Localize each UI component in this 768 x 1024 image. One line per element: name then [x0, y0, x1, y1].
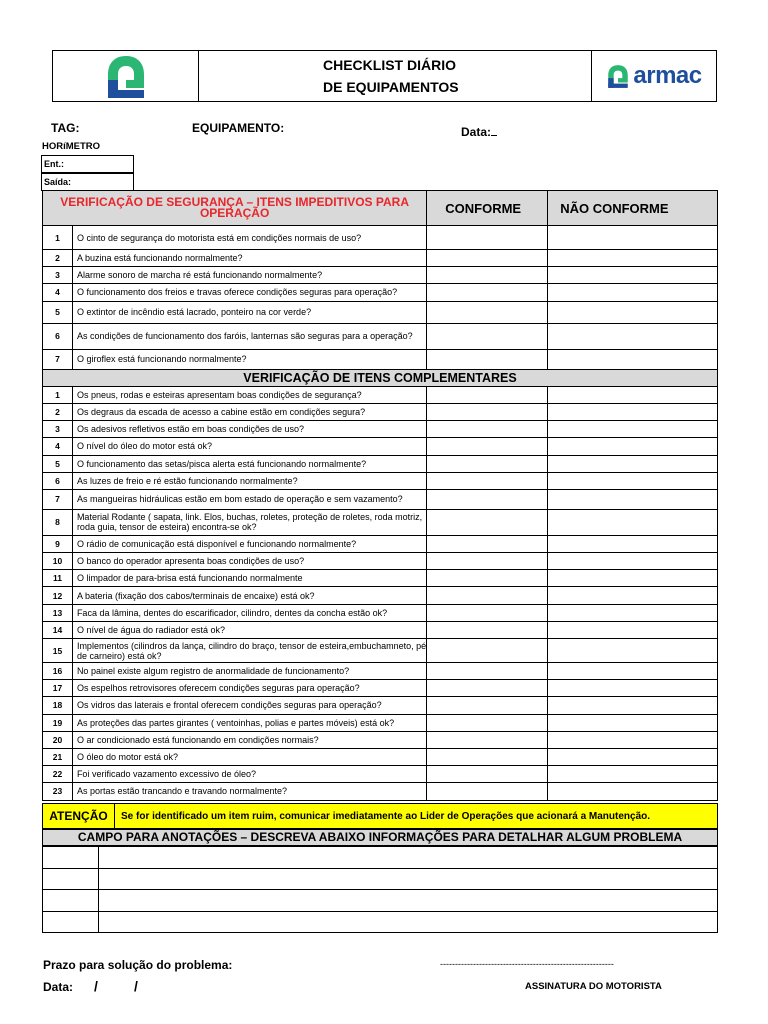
nao-conforme-cell[interactable] [548, 697, 718, 714]
nao-conforme-cell[interactable] [548, 509, 718, 535]
table-row [43, 663, 718, 680]
nao-conforme-cell[interactable] [548, 663, 718, 680]
table-row [43, 403, 718, 420]
item-number: 9 [43, 535, 73, 552]
nao-conforme-cell[interactable] [548, 639, 718, 663]
conforme-cell[interactable] [427, 250, 548, 267]
logo-left [53, 51, 199, 101]
nao-conforme-cell[interactable] [548, 535, 718, 552]
table-row [43, 455, 718, 472]
table-row [43, 553, 718, 570]
item-text: O nível do óleo do motor está ok? [72, 438, 426, 455]
notes-row [43, 868, 718, 890]
item-number: 2 [43, 403, 73, 420]
nao-conforme-cell[interactable] [548, 323, 718, 349]
item-number: 4 [43, 438, 73, 455]
conforme-cell[interactable] [427, 438, 548, 455]
item-number: 15 [43, 639, 73, 663]
nao-conforme-cell[interactable] [548, 553, 718, 570]
entrada-field[interactable]: Ent.: [41, 155, 134, 173]
signature-line: ---------------------------------------------------------- [440, 959, 614, 969]
item-text: O limpador de para-brisa está funcionando normalmente [72, 570, 426, 587]
equipamento-label: EQUIPAMENTO: [192, 121, 285, 135]
nao-conforme-cell[interactable] [548, 680, 718, 697]
notes-row [43, 847, 718, 869]
item-text: O ar condicionado está funcionando em condições normais? [72, 731, 426, 748]
nao-conforme-cell[interactable] [548, 438, 718, 455]
item-text: Implementos (cilindros da lança, cilindro do braço, tensor de esteira,embuchamneto, pé de carneiro) está ok? [72, 639, 426, 663]
item-text: O funcionamento dos freios e travas oferece condições seguras para operação? [72, 284, 426, 301]
item-number: 22 [43, 766, 73, 783]
conforme-cell[interactable] [427, 604, 548, 621]
item-text: A buzina está funcionando normalmente? [72, 250, 426, 267]
item-text: Material Rodante ( sapata, link. Elos, buchas, roletes, proteção de roletes, roda motriz, roda guia, tensor de esteira) encontra-se ok? [72, 509, 426, 535]
conforme-cell[interactable] [427, 284, 548, 301]
table-row [43, 766, 718, 783]
nao-conforme-cell[interactable] [548, 267, 718, 284]
nao-conforme-cell[interactable] [548, 226, 718, 250]
table-row [43, 604, 718, 621]
item-number: 7 [43, 489, 73, 509]
item-text: Os vidros das laterais e frontal oferecem condições seguras para operação? [72, 697, 426, 714]
nao-conforme-cell[interactable] [548, 472, 718, 489]
item-number: 20 [43, 731, 73, 748]
attention-bar [42, 803, 718, 829]
complementary-header-row [43, 369, 718, 386]
item-text: As mangueiras hidráulicas estão em bom estado de operação e sem vazamento? [72, 489, 426, 509]
table-row [43, 323, 718, 349]
item-number: 6 [43, 323, 73, 349]
conforme-cell[interactable] [427, 714, 548, 731]
title-line-2: DE EQUIPAMENTOS [323, 79, 459, 95]
conforme-cell[interactable] [427, 455, 548, 472]
notes-cell[interactable] [43, 847, 99, 869]
table-row [43, 226, 718, 250]
conforme-cell[interactable] [427, 349, 548, 369]
conforme-cell[interactable] [427, 766, 548, 783]
item-number: 7 [43, 349, 73, 369]
conforme-cell[interactable] [427, 489, 548, 509]
nao-conforme-cell[interactable] [548, 349, 718, 369]
conforme-cell[interactable] [427, 472, 548, 489]
item-text: As condições de funcionamento dos faróis, lanternas são seguras para a operação? [72, 323, 426, 349]
nao-conforme-cell[interactable] [548, 587, 718, 604]
brand-name: armac [633, 62, 702, 89]
conforme-cell[interactable] [427, 748, 548, 765]
item-number: 18 [43, 697, 73, 714]
item-number: 3 [43, 421, 73, 438]
conforme-cell[interactable] [427, 403, 548, 420]
notes-cell[interactable] [43, 911, 99, 933]
table-row [43, 621, 718, 638]
conforme-cell[interactable] [427, 731, 548, 748]
conforme-cell[interactable] [427, 680, 548, 697]
item-number: 16 [43, 663, 73, 680]
complementary-title: VERIFICAÇÃO DE ITENS COMPLEMENTARES [43, 369, 718, 386]
table-row [43, 535, 718, 552]
item-text: Alarme sonoro de marcha ré está funcionando normalmente? [72, 267, 426, 284]
nao-conforme-cell[interactable] [548, 714, 718, 731]
item-text: O nível de água do radiador está ok? [72, 621, 426, 638]
item-text: O extintor de incêndio está lacrado, ponteiro na cor verde? [72, 301, 426, 323]
item-text: As proteções das partes girantes ( ventoinhas, polias e partes móveis) está ok? [72, 714, 426, 731]
table-row [43, 587, 718, 604]
conforme-cell[interactable] [427, 697, 548, 714]
horimetro-label: HORíMETRO [42, 141, 101, 152]
conforme-cell[interactable] [427, 226, 548, 250]
nao-conforme-cell[interactable] [548, 421, 718, 438]
conforme-cell[interactable] [427, 421, 548, 438]
conforme-cell[interactable] [427, 535, 548, 552]
attention-text: Se for identificado um item ruim, comunicar imediatamente ao Lider de Operações que acionará a Manutenção. [121, 810, 651, 822]
item-number: 14 [43, 621, 73, 638]
item-number: 2 [43, 250, 73, 267]
item-text: As portas estão trancando e travando normalmente? [72, 783, 426, 800]
notes-cell[interactable] [43, 868, 99, 890]
logo-right [592, 51, 716, 101]
table-row [43, 438, 718, 455]
item-text: Os pneus, rodas e esteiras apresentam boas condições de segurança? [72, 386, 426, 403]
table-row [43, 714, 718, 731]
item-number: 13 [43, 604, 73, 621]
notes-row [43, 911, 718, 933]
table-row [43, 386, 718, 403]
conforme-cell[interactable] [427, 587, 548, 604]
tag-label: TAG: [51, 121, 80, 135]
table-row [43, 267, 718, 284]
conforme-cell[interactable] [427, 663, 548, 680]
item-number: 5 [43, 455, 73, 472]
signature-label: ASSINATURA DO MOTORISTA [525, 981, 662, 992]
item-text: O óleo do motor está ok? [72, 748, 426, 765]
item-text: As luzes de freio e ré estão funcionando normalmente? [72, 472, 426, 489]
attention-label: ATENÇÃO [43, 804, 115, 828]
item-number: 8 [43, 509, 73, 535]
safety-title: VERIFICAÇÃO DE SEGURANÇA – ITENS IMPEDITIVOS PARA OPERAÇÃO [43, 191, 427, 226]
nao-conforme-cell[interactable] [548, 455, 718, 472]
table-row [43, 489, 718, 509]
conforme-cell[interactable] [427, 509, 548, 535]
conforme-cell[interactable] [427, 783, 548, 800]
nao-conforme-cell[interactable] [548, 570, 718, 587]
saida-field[interactable]: Saída: [41, 173, 134, 191]
nao-conforme-cell[interactable] [548, 766, 718, 783]
conforme-cell[interactable] [427, 639, 548, 663]
item-text: O cinto de segurança do motorista está em condições normais de uso? [72, 226, 426, 250]
item-number: 10 [43, 553, 73, 570]
item-text: Os adesivos refletivos estão em boas condições de uso? [72, 421, 426, 438]
item-text: Foi verificado vazamento excessivo de óleo? [72, 766, 426, 783]
conforme-cell[interactable] [427, 267, 548, 284]
table-row [43, 570, 718, 587]
nao-conforme-cell[interactable] [548, 604, 718, 621]
date-slash-1: / [94, 978, 98, 994]
item-number: 6 [43, 472, 73, 489]
item-number: 17 [43, 680, 73, 697]
item-number: 19 [43, 714, 73, 731]
table-row [43, 731, 718, 748]
table-row [43, 680, 718, 697]
table-row [43, 509, 718, 535]
item-number: 21 [43, 748, 73, 765]
notes-row [43, 890, 718, 912]
notes-cell[interactable] [99, 890, 718, 912]
table-row [43, 349, 718, 369]
table-row [43, 301, 718, 323]
nao-conforme-cell[interactable] [548, 748, 718, 765]
nao-conforme-cell[interactable] [548, 301, 718, 323]
conforme-cell[interactable] [427, 386, 548, 403]
data-footer-label: Data: [43, 980, 74, 994]
item-number: 12 [43, 587, 73, 604]
item-number: 4 [43, 284, 73, 301]
table-row [43, 284, 718, 301]
item-number: 1 [43, 386, 73, 403]
table-row [43, 697, 718, 714]
armac-small-icon [606, 63, 630, 89]
nao-conforme-cell[interactable] [548, 783, 718, 800]
notes-cell[interactable] [99, 911, 718, 933]
item-text: Os degraus da escada de acesso a cabine estão em condições segura? [72, 403, 426, 420]
item-text: No painel existe algum registro de anormalidade de funcionamento? [72, 663, 426, 680]
nao-conforme-cell[interactable] [548, 403, 718, 420]
nao-conforme-cell[interactable] [548, 284, 718, 301]
table-row [43, 421, 718, 438]
conforme-cell[interactable] [427, 570, 548, 587]
nao-conforme-cell[interactable] [548, 386, 718, 403]
conforme-cell[interactable] [427, 301, 548, 323]
title-line-1: CHECKLIST DIÁRIO [323, 57, 456, 73]
table-row [43, 748, 718, 765]
table-row [43, 639, 718, 663]
nao-conforme-cell[interactable] [548, 489, 718, 509]
notes-table [42, 846, 718, 933]
armac-logo-icon [104, 52, 148, 100]
document-title [199, 51, 592, 101]
safety-checklist-table [42, 190, 718, 801]
conforme-header: CONFORME [427, 191, 548, 226]
notes-cell[interactable] [99, 868, 718, 890]
notes-title: CAMPO PARA ANOTAÇÕES – DESCREVA ABAIXO INFORMAÇÕES PARA DETALHAR ALGUM PROBLEMA [42, 829, 718, 846]
item-text: O funcionamento das setas/pisca alerta está funcionando normalmente? [72, 455, 426, 472]
table-row [43, 250, 718, 267]
data-label: Data: [461, 125, 497, 139]
nao-conforme-cell[interactable] [548, 621, 718, 638]
item-text: Os espelhos retrovisores oferecem condições seguras para operação? [72, 680, 426, 697]
prazo-label: Prazo para solução do problema: [43, 958, 233, 972]
date-slash-2: / [134, 978, 138, 994]
nao-conforme-cell[interactable] [548, 731, 718, 748]
nao-conforme-cell[interactable] [548, 250, 718, 267]
item-number: 5 [43, 301, 73, 323]
item-number: 23 [43, 783, 73, 800]
header-box [52, 50, 717, 102]
safety-header-row [43, 191, 718, 226]
conforme-cell[interactable] [427, 621, 548, 638]
item-number: 11 [43, 570, 73, 587]
notes-cell[interactable] [43, 890, 99, 912]
conforme-cell[interactable] [427, 553, 548, 570]
notes-cell[interactable] [99, 847, 718, 869]
item-number: 1 [43, 226, 73, 250]
item-number: 3 [43, 267, 73, 284]
table-row [43, 472, 718, 489]
item-text: O rádio de comunicação está disponível e funcionando normalmente? [72, 535, 426, 552]
table-row [43, 783, 718, 800]
item-text: Faca da lâmina, dentes do escarificador, cilindro, dentes da concha estão ok? [72, 604, 426, 621]
nao-conforme-header: NÃO CONFORME [548, 191, 718, 226]
item-text: O giroflex está funcionando normalmente? [72, 349, 426, 369]
item-text: O banco do operador apresenta boas condições de uso? [72, 553, 426, 570]
item-text: A bateria (fixação dos cabos/terminais de encaixe) está ok? [72, 587, 426, 604]
conforme-cell[interactable] [427, 323, 548, 349]
